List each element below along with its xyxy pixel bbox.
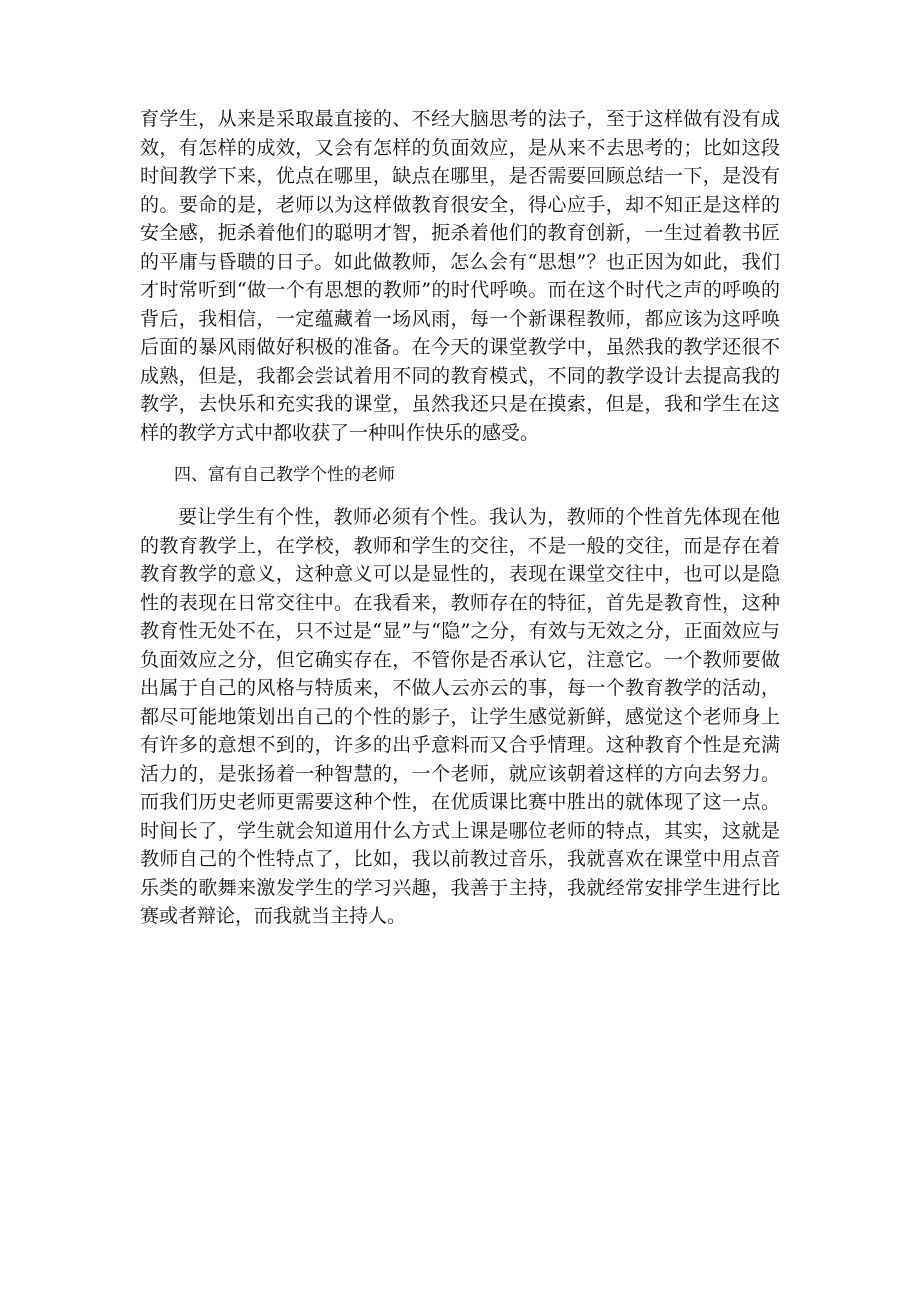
document-body: [140, 105, 780, 931]
paragraph-continued: 育学生，从来是采取最直接的、不经大脑思考的法子，至于这样做有没有成效，有怎样的成效，又会有怎样的负面效应，是从来不去思考的；比如这段时间教学下来，优点在哪里，缺点在哪里，是否需要回顾总结一下，是没有的。要命的是，老师以为这样做教育很安全，得心应手，却不知正是这样的安全感，扼杀着他们的聪明才智，扼杀着他们的教育创新，一生过着教书匠的平庸与昏聩的日子。如此做教师，怎么会有“思想”？也正因为如此，我们才时常听到“做一个有思想的教师”的时代呼唤。而在这个时代之声的呼唤的背后，我相信，一定蕴藏着一场风雨，每一个新课程教师，都应该为这呼唤后面的暴风雨做好积极的准备。在今天的课堂教学中，虽然我的教学还很不成熟，但是，我都会尝试着用不同的教育模式，不同的教学设计去提高我的教学，去快乐和充实我的课堂，虽然我还只是在摸索，但是，我和学生在这样的教学方式中都收获了一种叫作快乐的感受。: [140, 108, 780, 444]
paragraph-teacher-personality: 要让学生有个性，教师必须有个性。我认为，教师的个性首先体现在他的教育教学上，在学校，教师和学生的交往，不是一般的交往，而是存在着教育教学的意义，这种意义可以是显性的，表现在课堂交往中，也可以是隐性的表现在日常交往中。在我看来，教师存在的特征，首先是教育性，这种教育性无处不在，只不过是“显”与“隐”之分，有效与无效之分，正面效应与负面效应之分，但它确实存在，不管你是否承认它，注意它。一个教师要做出属于自己的风格与特质来，不做人云亦云的事，每一个教育教学的活动，都尽可能地策划出自己的个性的影子，让学生感觉新鲜，感觉这个老师身上有许多的意想不到的，许多的出乎意料而又合乎情理。这种教育个性是充满活力的，是张扬着一种智慧的，一个老师，就应该朝着这样的方向去努力。而我们历史老师更需要这种个性，在优质课比赛中胜出的就体现了这一点。时间长了，学生就会知道用什么方式上课是哪位老师的特点，其实，这就是教师自己的个性特点了，比如，我以前教过音乐，我就喜欢在课堂中用点音乐类的歌舞来激发学生的学习兴趣，我善于主持，我就经常安排学生进行比赛或者辩论，而我就当主持人。: [140, 506, 780, 927]
section-heading: 四、富有自己教学个性的老师: [174, 465, 395, 485]
